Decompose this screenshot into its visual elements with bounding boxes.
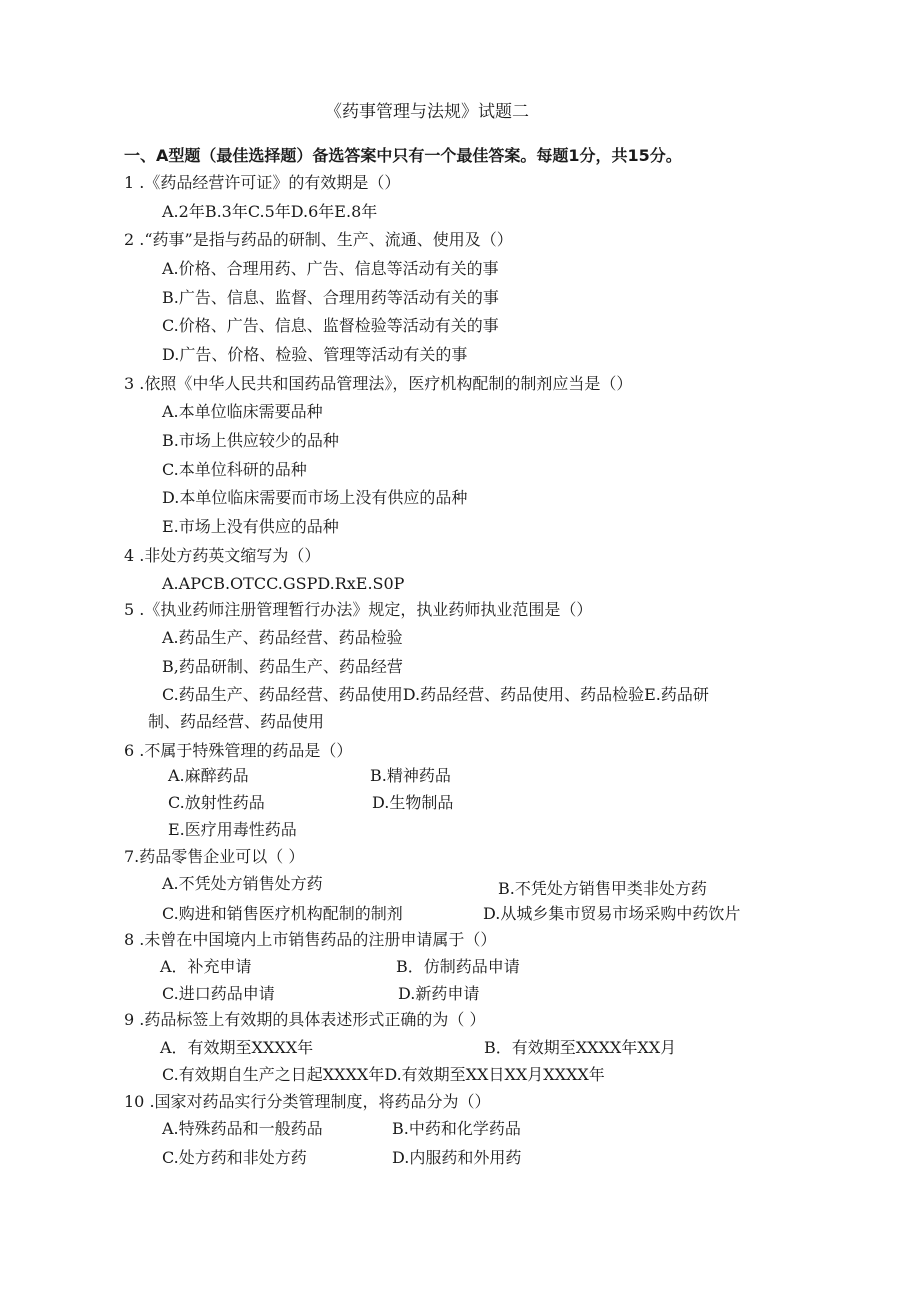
question-10-option-a: A.特殊药品和一般药品 — [162, 1119, 323, 1138]
question-9-option-cd: C.有效期自生产之日起XXXX年D.有效期至XX日XX月XXXX年 — [162, 1065, 605, 1084]
question-3-option-e: E.市场上没有供应的品种 — [162, 517, 339, 536]
question-1-stem: 1 .《药品经营许可证》的有效期是（） — [124, 173, 401, 192]
question-2-option-b: B.广告、信息、监督、合理用药等活动有关的事 — [162, 288, 499, 307]
question-1-option: A.2年B.3年C.5年D.6年E.8年 — [162, 202, 378, 221]
question-10-option-c: C.处方药和非处方药 — [162, 1148, 307, 1167]
question-9-option-a: A．有效期至XXXX年 — [160, 1038, 314, 1057]
question-10-stem: 10 .国家对药品实行分类管理制度，将药品分为（） — [124, 1092, 491, 1111]
section-header: 一、A型题（最佳选择题）备选答案中只有一个最佳答案。每题1分，共15分。 — [124, 146, 682, 165]
question-5-stem: 5 .《执业药师注册管理暂行办法》规定，执业药师执业范围是（） — [124, 600, 593, 619]
question-3-stem: 3 .依照《中华人民共和国药品管理法》，医疗机构配制的制剂应当是（） — [124, 374, 633, 393]
page-title: 《药事管理与法规》试题二 — [325, 102, 529, 122]
question-3-option-b: B.市场上供应较少的品种 — [162, 431, 339, 450]
question-6-option-e: E.医疗用毒性药品 — [168, 820, 297, 839]
question-9-option-b: B．有效期至XXXX年XX月 — [484, 1038, 677, 1057]
question-10-option-d: D.内服药和外用药 — [392, 1148, 522, 1167]
question-7-option-d: D.从城乡集市贸易市场采购中药饮片 — [483, 904, 741, 923]
question-4-option: A.APCB.OTCC.GSPD.RxE.S0P — [162, 574, 405, 593]
question-7-stem: 7.药品零售企业可以（ ） — [124, 847, 305, 866]
question-6-option-d: D.生物制品 — [372, 793, 454, 812]
question-7-option-a: A.不凭处方销售处方药 — [162, 874, 323, 893]
question-7-option-b: B.不凭处方销售甲类非处方药 — [498, 879, 707, 898]
question-3-option-d: D.本单位临床需要而市场上没有供应的品种 — [162, 488, 468, 507]
question-6-option-a: A.麻醉药品 — [168, 766, 249, 785]
question-10-option-b: B.中药和化学药品 — [392, 1119, 521, 1138]
question-9-stem: 9 .药品标签上有效期的具体表述形式正确的为（ ） — [124, 1010, 486, 1029]
question-3-option-c: C.本单位科研的品种 — [162, 460, 307, 479]
question-6-option-b: B.精神药品 — [370, 766, 451, 785]
question-4-stem: 4 .非处方药英文缩写为（） — [124, 546, 321, 565]
question-6-option-c: C.放射性药品 — [168, 793, 265, 812]
question-5-option-continuation: 制、药品经营、药品使用 — [148, 712, 325, 731]
question-8-option-a: A．补充申请 — [160, 957, 252, 976]
question-8-option-d: D.新药申请 — [398, 984, 480, 1003]
question-8-option-b: B．仿制药品申请 — [396, 957, 520, 976]
question-8-stem: 8 .未曾在中国境内上市销售药品的注册申请属于（） — [124, 930, 497, 949]
question-5-option-b: B,药品研制、药品生产、药品经营 — [162, 657, 403, 676]
question-5-option-a: A.药品生产、药品经营、药品检验 — [162, 628, 403, 647]
question-5-option-cde: C.药品生产、药品经营、药品使用D.药品经营、药品使用、药品检验E.药品研 — [162, 685, 709, 704]
question-2-option-a: A.价格、合理用药、广告、信息等活动有关的事 — [162, 259, 499, 278]
question-6-stem: 6 .不属于特殊管理的药品是（） — [124, 741, 353, 760]
question-8-option-c: C.进口药品申请 — [162, 984, 275, 1003]
question-2-option-c: C.价格、广告、信息、监督检验等活动有关的事 — [162, 316, 499, 335]
question-2-option-d: D.广告、价格、检验、管理等活动有关的事 — [162, 345, 468, 364]
question-2-stem: 2 .“药事”是指与药品的研制、生产、流通、使用及（） — [124, 230, 513, 249]
question-3-option-a: A.本单位临床需要品种 — [162, 402, 323, 421]
question-7-option-c: C.购进和销售医疗机构配制的制剂 — [162, 904, 403, 923]
